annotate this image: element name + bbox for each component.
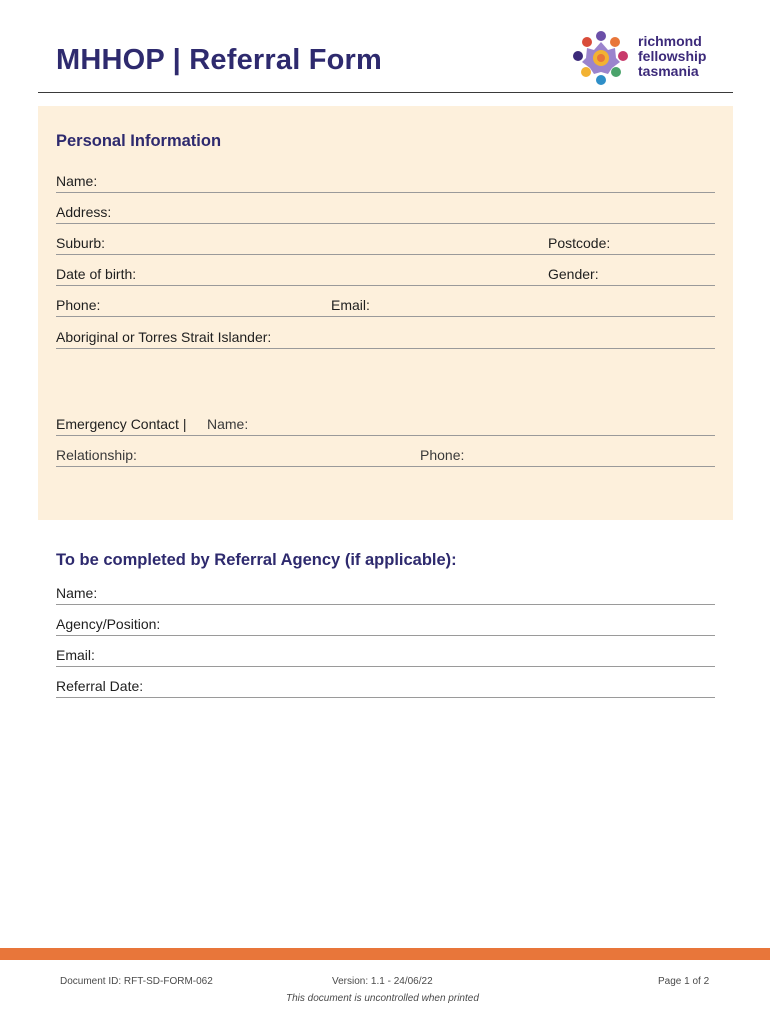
address-field[interactable] [56, 223, 715, 224]
address-label: Address: [56, 204, 112, 220]
relationship-label: Relationship: [56, 447, 137, 463]
emergency-name-label: Name: [207, 416, 249, 432]
logo-line-2: fellowship [638, 48, 707, 64]
relationship-phone-field[interactable] [56, 466, 715, 467]
referral-date-field[interactable] [56, 697, 715, 698]
email-label: Email: [331, 297, 370, 313]
agency-name-field[interactable] [56, 604, 715, 605]
agency-email-field[interactable] [56, 666, 715, 667]
logo-line-1: richmond [638, 33, 702, 49]
agency-name-label: Name: [56, 585, 98, 601]
page-number: Page 1 of 2 [658, 976, 710, 987]
document-id: Document ID: RFT-SD-FORM-062 [60, 976, 213, 987]
richmond-fellowship-logo [568, 28, 728, 88]
dob-label: Date of birth: [56, 266, 137, 282]
emergency-contact-label: Emergency Contact | [56, 416, 187, 432]
logo-figures-icon [568, 28, 634, 88]
referral-date-label: Referral Date: [56, 678, 144, 694]
postcode-label: Postcode: [548, 235, 611, 251]
personal-info-panel [38, 106, 733, 520]
suburb-label: Suburb: [56, 235, 106, 251]
uncontrolled-note: This document is uncontrolled when printed [286, 993, 479, 1004]
name-field[interactable] [56, 192, 715, 193]
document-version: Version: 1.1 - 24/06/22 [332, 976, 433, 987]
phone-label: Phone: [56, 297, 101, 313]
emergency-phone-label: Phone: [420, 447, 465, 463]
agency-position-label: Agency/Position: [56, 616, 161, 632]
phone-email-field[interactable] [56, 316, 715, 317]
name-label: Name: [56, 173, 98, 189]
dob-gender-field[interactable] [56, 285, 715, 286]
footer-accent-bar [0, 948, 770, 960]
referral-agency-heading: To be completed by Referral Agency (if applicable): [56, 551, 457, 569]
atsi-field[interactable] [56, 348, 715, 349]
logo-line-3: tasmania [638, 63, 699, 79]
suburb-postcode-field[interactable] [56, 254, 715, 255]
header-divider [38, 92, 733, 93]
personal-info-heading: Personal Information [56, 132, 222, 150]
form-title: MHHOP | Referral Form [56, 44, 383, 76]
logo-wordmark [638, 34, 706, 79]
emergency-name-field[interactable] [56, 435, 715, 436]
atsi-label: Aboriginal or Torres Strait Islander: [56, 329, 272, 345]
agency-position-field[interactable] [56, 635, 715, 636]
agency-email-label: Email: [56, 647, 95, 663]
gender-label: Gender: [548, 266, 599, 282]
